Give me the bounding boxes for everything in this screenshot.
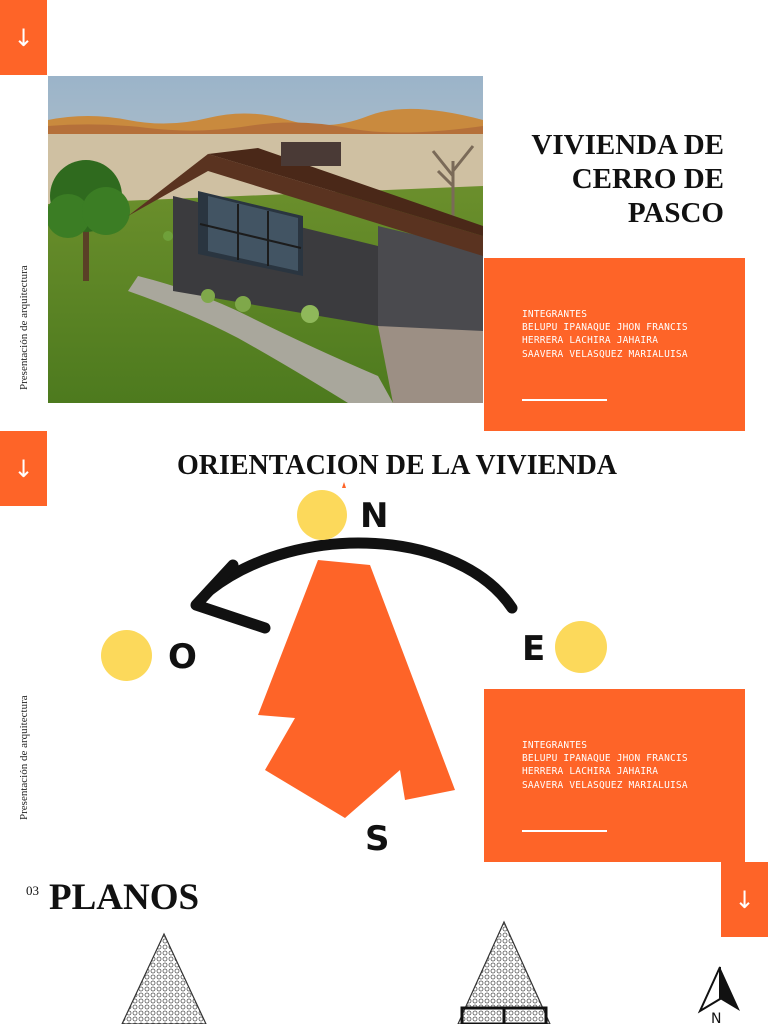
title-line-3: PASCO [627,197,724,229]
sun-icon [297,490,347,540]
north-label: N [711,1011,722,1027]
side-label: Presentación de arquitectura [18,265,30,390]
side-label: Presentación de arquitectura [18,695,30,820]
sun-icon [101,630,152,681]
card-divider [522,399,607,401]
direction-west: O [168,637,197,677]
floor-plan-thumbnail [120,932,208,1024]
card-divider [522,830,607,832]
down-arrow-icon: ↓ [721,862,768,937]
sun-icon [555,621,607,673]
member-item: HERRERA LACHIRA JAHAIRA [522,335,659,347]
title-line-2: CERRO DE [571,163,724,195]
member-item: BELUPU IPANAQUE JHON FRANCIS [522,322,688,334]
members-list [522,308,688,361]
members-heading: INTEGRANTES [522,309,588,320]
section-title: PLANOS [49,877,200,918]
direction-east: E [522,629,546,669]
curved-arrow-head [196,565,265,628]
north-arrow-icon [696,965,744,1015]
north-tick [342,482,346,488]
direction-north: N [360,496,389,536]
page-title [531,128,724,230]
member-item: SAAVERA VELASQUEZ MARIALUISA [522,348,688,360]
down-arrow-icon: ↓ [0,431,47,506]
section-number: 03 [26,883,39,898]
member-item: SAAVERA VELASQUEZ MARIALUISA [522,779,688,791]
section-title: ORIENTACION DE LA VIVIENDA [176,450,618,481]
members-list [522,739,688,792]
down-arrow-icon: ↓ [0,0,47,75]
title-line-1: VIVIENDA DE [531,129,724,161]
member-item: BELUPU IPANAQUE JHON FRANCIS [522,753,688,765]
house-footprint [258,560,455,818]
member-item: HERRERA LACHIRA JAHAIRA [522,766,659,778]
floor-plan-thumbnail [454,920,554,1024]
members-heading: INTEGRANTES [522,740,588,751]
direction-south: S [365,819,390,859]
house-render-image [48,76,483,403]
